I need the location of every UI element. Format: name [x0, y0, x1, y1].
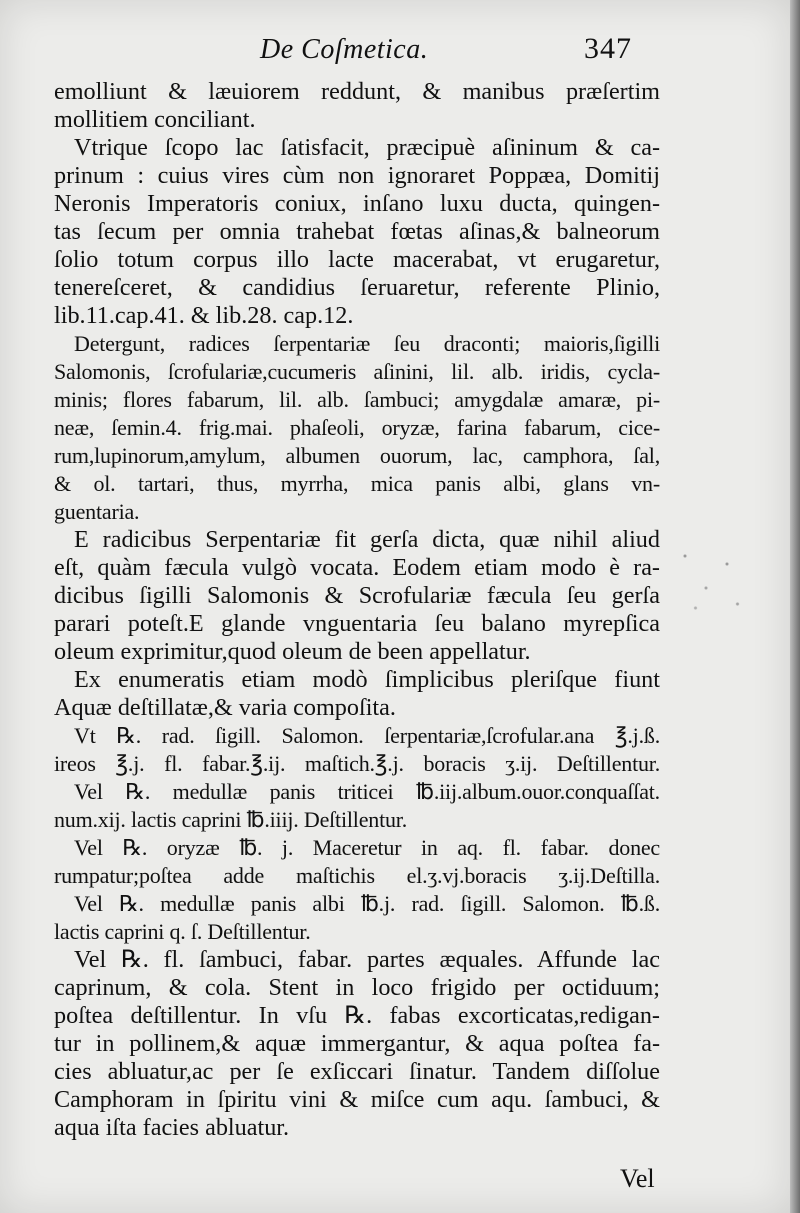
catchword: Vel — [620, 1164, 655, 1193]
text-line: tur in pollinem,& aquæ immergantur, & aqua poſtea fa- — [54, 1030, 660, 1057]
text-line: rumpatur;poſtea adde maſtichis el.ʒ.vj.boracis ʒ.ij.Deſtilla. — [54, 863, 660, 888]
text-line: Ex enumeratis etiam modò ſimplicibus pleriſque fiunt — [74, 666, 660, 693]
text-line: Vel ℞. oryzæ ℔. j. Maceretur in aq. fl. fabar. donec — [74, 835, 660, 860]
body-text — [54, 78, 660, 1142]
page-number: 347 — [584, 32, 632, 65]
text-line: emolliunt & læuiorem reddunt, & manibus præſertim — [54, 78, 660, 105]
text-line: poſtea deſtillentur. In vſu ℞. fabas excorticatas,redigan- — [54, 1002, 660, 1029]
text-line: E radicibus Serpentariæ fit gerſa dicta, quæ nihil aliud — [74, 526, 660, 553]
running-head — [60, 34, 650, 74]
text-line: oleum exprimitur,quod oleum de been appellatur. — [54, 638, 531, 665]
text-line: minis; flores fabarum, lil. alb. ſambuci; amygdalæ amaræ, pi- — [54, 387, 660, 412]
text-line: caprinum, & cola. Stent in loco frigido per octiduum; — [54, 974, 660, 1001]
text-line: & ol. tartari, thus, myrrha, mica panis albi, glans vn- — [54, 471, 660, 496]
page-edge-shadow — [790, 0, 800, 1213]
text-line: Neronis Imperatoris coniux, inſano luxu ducta, quingen- — [54, 190, 660, 217]
text-line: Detergunt, radices ſerpentariæ ſeu draconti; maioris,ſigilli — [74, 331, 660, 356]
text-line: parari poteſt.E glande vnguentaria ſeu balano myrepſica — [54, 610, 660, 637]
text-line: Camphoram in ſpiritu vini & miſce cum aqu. ſambuci, & — [54, 1086, 660, 1113]
header-title: De Coſmetica. — [260, 34, 429, 65]
text-line: Vel ℞. medullæ panis triticei ℔.iij.album.ouor.conquaſſat. — [74, 779, 660, 804]
text-line: Salomonis, ſcrofulariæ,cucumeris aſinini, lil. alb. iridis, cycla- — [54, 359, 660, 384]
text-line: Vel ℞. medullæ panis albi ℔.j. rad. ſigill. Salomon. ℔.ß. — [74, 891, 660, 916]
text-line: rum,lupinorum,amylum, albumen ouorum, lac, camphora, ſal, — [54, 443, 660, 468]
text-line: Vtrique ſcopo lac ſatisfacit, præcipuè aſininum & ca- — [74, 134, 660, 161]
text-line: neæ, ſemin.4. frig.mai. phaſeoli, oryzæ, farina fabarum, cice- — [54, 415, 660, 440]
text-line: lib.11.cap.41. & lib.28. cap.12. — [54, 302, 354, 329]
text-line: dicibus ſigilli Salomonis & Scrofulariæ fæcula ſeu gerſa — [54, 582, 660, 609]
text-line: ireos ℥.j. fl. fabar.℥.ij. maſtich.℥.j. boracis ʒ.ij. Deſtillentur. — [54, 751, 660, 776]
text-line: Aquæ deſtillatæ,& varia compoſita. — [54, 694, 396, 721]
text-line: lactis caprini q. ſ. Deſtillentur. — [54, 919, 311, 944]
text-line: cies abluatur,ac per ſe exſiccari ſinatur. Tandem diſſolue — [54, 1058, 660, 1085]
text-line: tas ſecum per omnia trahebat fœtas aſinas,& balneorum — [54, 218, 660, 245]
text-line: Vel ℞. fl. ſambuci, fabar. partes æquales. Affunde lac — [74, 946, 660, 973]
print-specks — [678, 540, 748, 620]
text-line: mollitiem conciliant. — [54, 106, 256, 133]
text-line: prinum : cuius vires cùm non ignoraret Poppæa, Domitij — [54, 162, 660, 189]
text-line: Vt ℞. rad. ſigill. Salomon. ſerpentariæ,ſcrofular.ana ℥.j.ß. — [74, 723, 660, 748]
text-line: guentaria. — [54, 499, 140, 524]
text-line: ſolio totum corpus illo lacte macerabat, vt erugaretur, — [54, 246, 660, 273]
text-line: tenereſceret, & candidius ſeruaretur, referente Plinio, — [54, 274, 660, 301]
text-line: aqua iſta facies abluatur. — [54, 1114, 290, 1141]
text-line: num.xij. lactis caprini ℔.iiij. Deſtillentur. — [54, 807, 407, 832]
text-line: eſt, quàm fæcula vulgò vocata. Eodem etiam modo è ra- — [54, 554, 660, 581]
